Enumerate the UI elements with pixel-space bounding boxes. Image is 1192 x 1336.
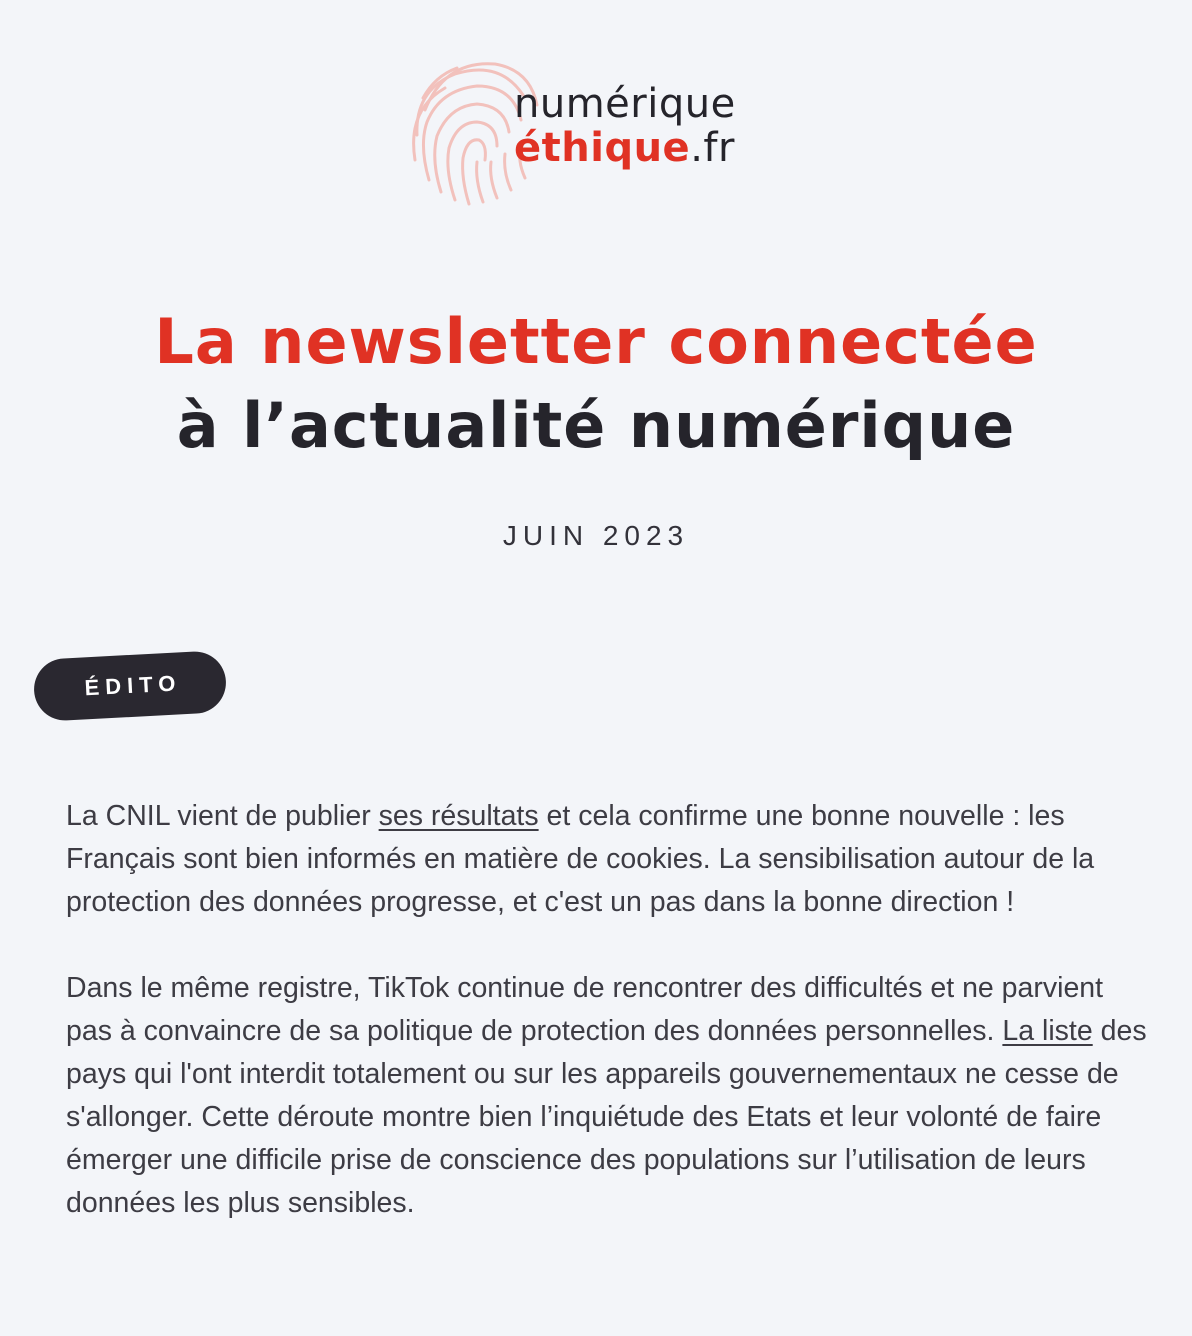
section-badge <box>33 650 228 722</box>
issue-date: JUIN 2023 <box>502 520 690 551</box>
edito-paragraph-2 <box>66 967 1156 1225</box>
results-link[interactable]: ses résultats <box>378 800 539 832</box>
paragraph-text: des pays qui l'ont interdit totalement ou sur les appareils gouvernementaux ne cesse de s'allonger. Cette déroute montre bien l’inquiétude des Etats et leur volonté de faire émerger une difficile prise de conscience des populations sur l’utilisation de leurs données les plus sensibles. <box>66 1015 1147 1219</box>
headline-line-2: à l’actualité numérique <box>176 389 1016 462</box>
edito-paragraph-1 <box>66 795 1156 924</box>
logo-line-1: numérique <box>514 81 736 127</box>
paragraph-text: La CNIL vient de publier <box>66 800 379 832</box>
logo-accent: éthique <box>514 125 691 171</box>
section-badge-label: ÉDITO <box>83 670 182 701</box>
edito-body <box>66 795 1156 1268</box>
logo-line-2 <box>514 126 736 170</box>
paragraph-text: et cela confirme une bonne nouvelle : les Français sont bien informés en matière de cookies. La sensibilisation autour de la protection des données progresse, et c'est un pas dans la bonne direction ! <box>66 800 1095 918</box>
headline-line-1: La newsletter connectée <box>154 305 1038 378</box>
country-list-link[interactable]: La liste <box>1002 1015 1093 1047</box>
newsletter-header <box>0 0 1192 240</box>
brand-logo[interactable] <box>514 82 736 170</box>
newsletter-headline <box>0 300 1192 468</box>
paragraph-text: Dans le même registre, TikTok continue de rencontrer des difficultés et ne parvient pas à convaincre de sa politique de protection des données personnelles. <box>66 972 1104 1047</box>
logo-tld: .fr <box>690 125 735 171</box>
